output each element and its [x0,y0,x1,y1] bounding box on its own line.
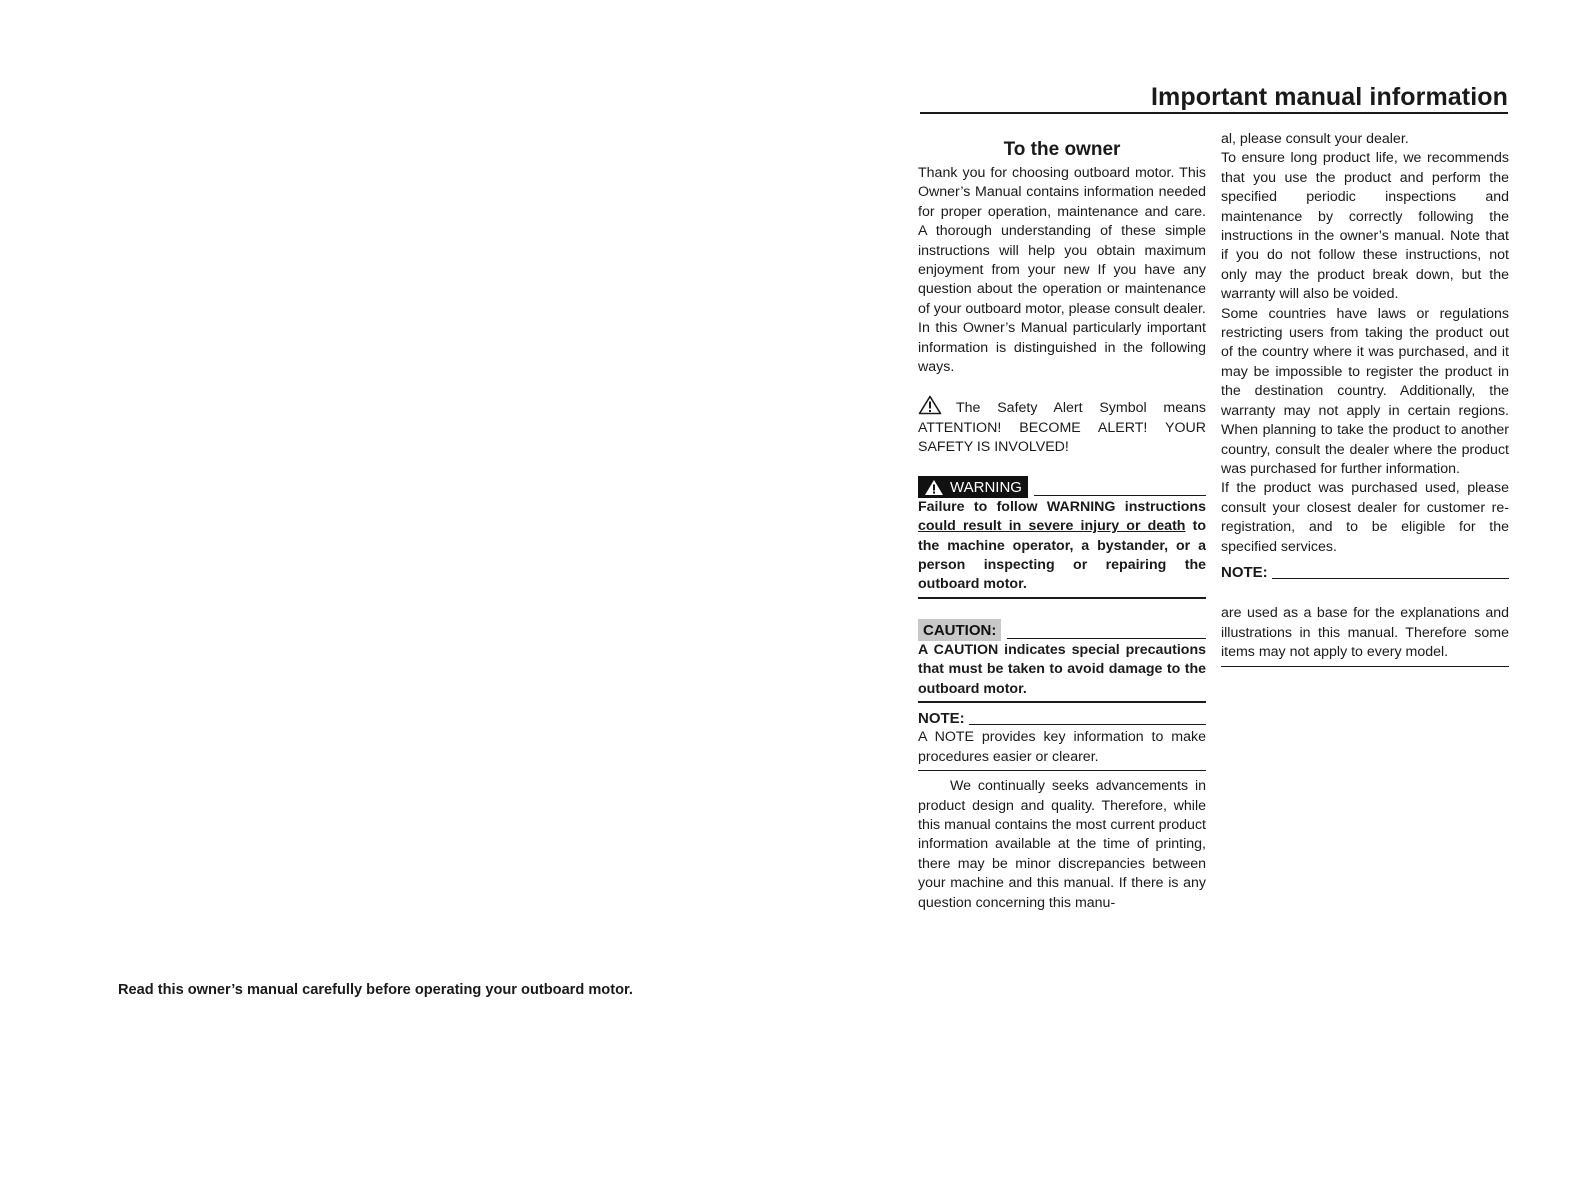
right-note-rule [1272,578,1509,579]
warning-rule [1034,495,1206,496]
right-note-label: NOTE: [1221,563,1268,581]
warning-badge [918,476,1028,498]
warning-text-underlined: could result in severe injury or death [918,518,1186,535]
intro-paragraph: Thank you for choosing outboard motor. This Owner’s Manual contains information needed for proper operation, maintenance and care. A thorough understanding of these simple instructions will help you obtain maximum enjoyment from your new If you have any question about the operation or maintenance of your outboard motor, please consult dealer. [918,165,1206,317]
caution-badge: CAUTION: [918,619,1001,641]
continued-paragraph: al, please consult your dealer. [1221,131,1409,147]
advancements-paragraph: We continually seeks advancements in product design and quality. Therefore, while this manual contains the most current product information available at the time of printing, there may be minor discrepancies between your machine and this manual. If there is any question concerning this manu- [918,778,1206,911]
purchased-used-paragraph: If the product was purchased used, please consult your closest dealer for customer re-registration, and to be eligible for the specified services. [1221,480,1509,555]
product-life-paragraph: To ensure long product life, we recommends that you use the product and perform the specified periodic inspections and maintenance by correctly following the instructions in the owner’s manual. Note that if you do not follow these instructions, not only may the product break down, but the warranty will also be voided. [1221,150,1509,303]
right-note-end-rule [1221,666,1509,667]
caution-end-rule [918,701,1206,703]
right-column [1221,130,1509,667]
warning-end-rule [918,597,1206,599]
right-note-text: are used as a base for the explanations and illustrations in this manual. Therefore some items may not apply to every model. [1221,605,1509,661]
warning-heading [918,472,1206,498]
caution-heading [918,615,1206,641]
warning-text-start: Failure to follow WARNING instructions [918,498,1206,515]
warning-label: WARNING [950,478,1022,496]
warning-triangle-icon [924,479,944,496]
warning-text-end: to the machine operator, a bystander, or a person inspecting or repairing the outboard motor. [918,518,1206,593]
right-note-heading [1221,563,1509,582]
note-gap [1221,582,1509,604]
safety-alert-icon [918,395,942,415]
warning-text [918,498,1206,595]
footer-read-manual: Read this owner’s manual carefully before operating your outboard motor. [118,982,633,998]
note-text: A NOTE provides key information to make procedures easier or clearer. [918,729,1206,765]
distinguished-paragraph: In this Owner’s Manual particularly important information is distinguished in the following ways. [918,320,1206,376]
left-column [918,138,1206,913]
note-end-rule [918,770,1206,771]
safety-alert-text: The Safety Alert Symbol means ATTENTION! BECOME ALERT! YOUR SAFETY IS INVOLVED! [918,400,1206,456]
safety-alert-paragraph [918,395,1206,457]
regulations-paragraph: Some countries have laws or regulations restricting users from taking the product out of the country where it was purchased, and it may be impossible to register the product in the destination country. Additionally, the warranty may not apply in certain regions. When planning to take the product to another country, consult the dealer where the product was purchased for further information. [1221,305,1509,477]
note-heading [918,709,1206,728]
page-title: Important manual information [920,82,1508,114]
section-title: To the owner [1003,139,1121,160]
caution-rule [1007,638,1206,639]
note-rule [969,724,1206,725]
note-label: NOTE: [918,709,965,727]
caution-text: A CAUTION indicates special precautions that must be taken to avoid damage to the outboard motor. [918,641,1206,697]
